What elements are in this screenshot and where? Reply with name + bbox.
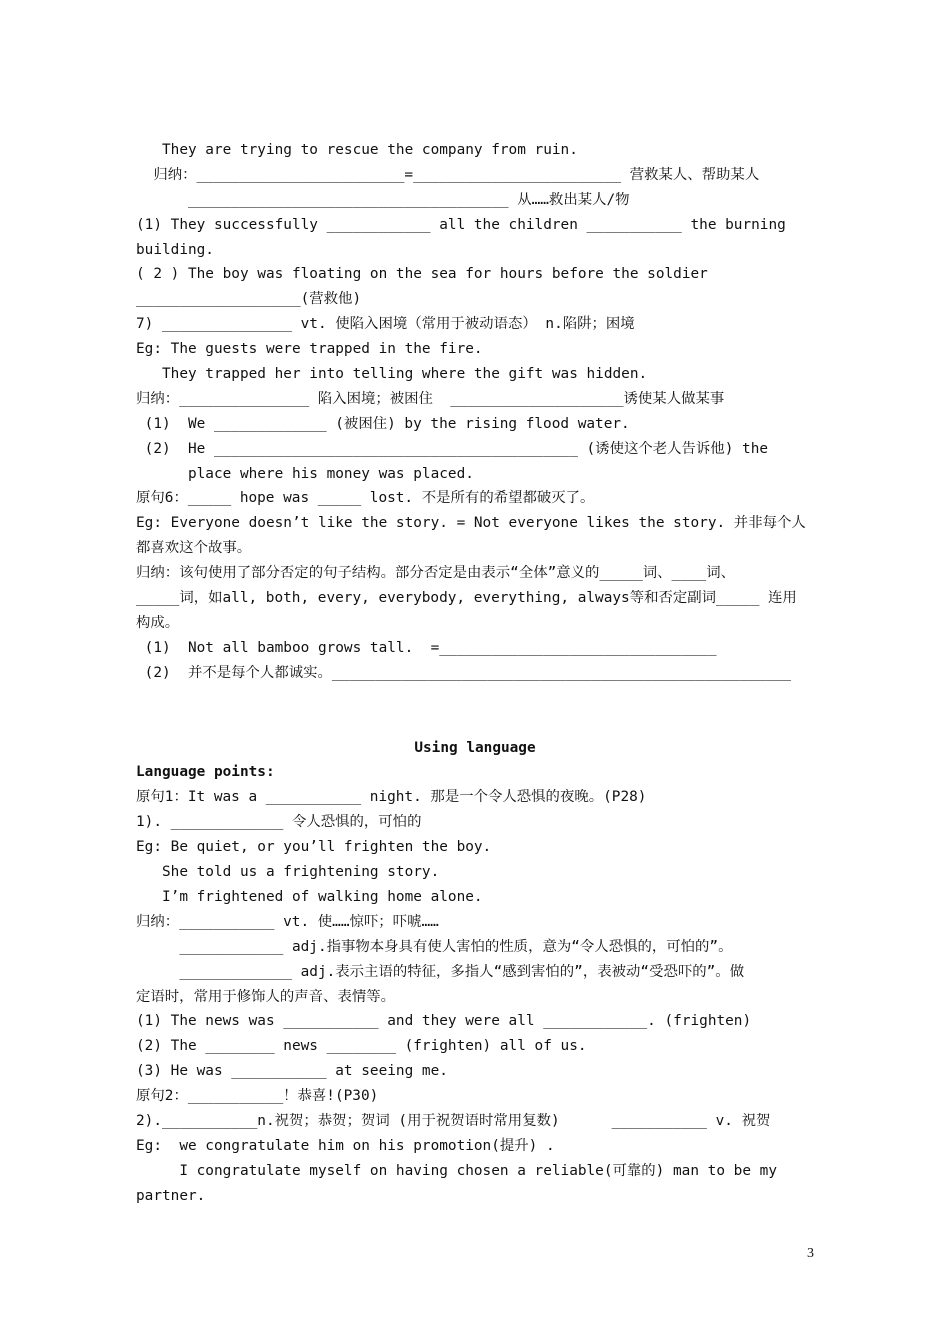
text-line: 定语时，常用于修饰人的声音、表情等。 [136,988,396,1005]
text-line: (2) 并不是每个人都诚实。_____________________________________________________ [136,664,792,681]
text-line: ___________________(营救他) [136,291,362,308]
section-title: Using language [414,739,536,756]
text-line: 归纳：___________ vt. 使……惊吓；吓唬…… [136,913,439,930]
text-line: 原句2：___________！恭喜!(P30) [136,1088,379,1105]
text-line: 原句6：_____ hope was _____ lost. 不是所有的希望都破灭了。 [136,490,595,507]
text-line: Eg: Be quiet, or you’ll frighten the boy. [136,839,492,856]
text-line: Eg: The guests were trapped in the fire. [136,341,483,358]
text-line: They are trying to rescue the company from ruin. [136,142,578,158]
text-line: place where his money was placed. [136,465,474,482]
text-line: _____________________________________ 从……救出某人/物 [136,191,630,208]
text-line: 归纳：该句使用了部分否定的句子结构。部分否定是由表示“全体”意义的_____词、____词、 [136,565,735,582]
text-line: Eg: Everyone doesn’t like the story. = Not everyone likes the story. 并非每个人 [136,515,806,532]
text-line: 2).___________n.祝贺；恭贺；贺词 (用于祝贺语时常用复数) ___________ v. 祝贺 [136,1112,771,1129]
text-line: 7) _______________ vt. 使陷入困境（常用于被动语态） n.陷阱；困境 [136,316,635,333]
text-line: Eg: we congratulate him on his promotion(提升) . [136,1137,555,1154]
subheading: Language points: [136,764,275,781]
exercise-section-top [136,138,814,686]
text-line: They trapped her into telling where the gift was hidden. [136,366,648,383]
text-line: 归纳：________________________=________________________ 营救某人、帮助某人 [136,166,760,183]
document-body [136,138,814,1209]
text-line: 构成。 [136,614,180,631]
text-line: 1). _____________ 令人恐惧的，可怕的 [136,814,422,831]
text-line: 都喜欢这个故事。 [136,540,252,557]
text-line: I’m frightened of walking home alone. [136,888,483,905]
text-line: ____________ adj.指事物本身具有使人害怕的性质，意为“令人恐惧的，可怕的”。 [136,938,733,955]
page-number: 3 [807,1246,814,1261]
text-line: _____词，如all, both, every, everybody, everything, always等和否定副词_____ 连用 [136,590,797,607]
text-line: I congratulate myself on having chosen a reliable(可靠的) man to be my [136,1162,777,1179]
text-line: 归纳：_______________ 陷入困境；被困住 ____________________诱使某人做某事 [136,390,725,407]
exercise-section-bottom [136,785,814,1208]
text-line: (3) He was ___________ at seeing me. [136,1063,448,1080]
text-line: (1) They successfully ____________ all the children ___________ the burning [136,216,786,233]
text-line: (2) He __________________________________________ (诱使这个老人告诉他) the [136,440,769,457]
text-line: 原句1：It was a ___________ night. 那是一个令人恐惧的夜晚。(P28) [136,789,647,806]
text-line: (2) The ________ news ________ (frighten) all of us. [136,1038,587,1055]
text-line: partner. [136,1187,206,1204]
section-spacer [136,686,814,736]
text-line: ( 2 ) The boy was floating on the sea for hours before the soldier [136,266,708,283]
text-line: She told us a frightening story. [136,864,440,881]
text-line: (1) The news was ___________ and they were all ____________. (frighten) [136,1013,752,1030]
text-line: building. [136,241,214,258]
text-line: (1) We _____________ (被困住) by the rising flood water. [136,415,630,432]
text-line: (1) Not all bamboo grows tall. =________________________________ [136,639,717,656]
text-line: _____________ adj.表示主语的特征，多指人“感到害怕的”，表被动“受恐吓的”。做 [136,963,745,980]
